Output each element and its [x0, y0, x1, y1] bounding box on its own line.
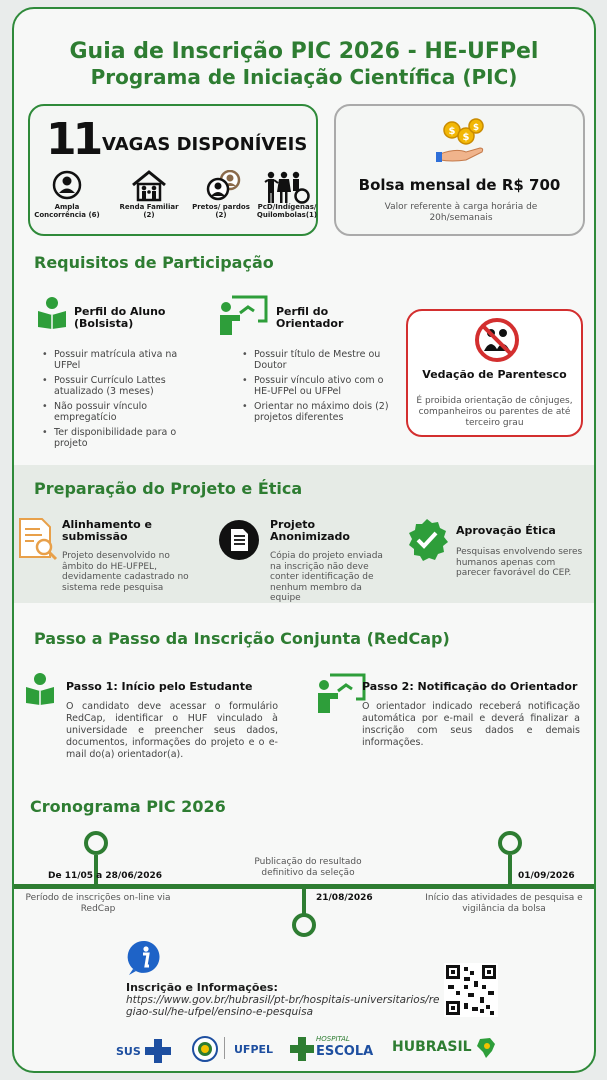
info-title: Inscrição e Informações:: [126, 981, 278, 994]
vaga-category-label: Pretos/ pardos (2): [192, 203, 250, 219]
alinhamento-title: Alinhamento e submissão: [62, 518, 152, 543]
info-url[interactable]: https://www.gov.br/hubrasil/pt-br/hospitais-universitarios/regiao-sul/he-ufpel/ensino-e-pesquisa: [126, 994, 440, 1018]
milestone-date: 01/09/2026: [518, 871, 575, 881]
preparacao-section: [14, 465, 594, 603]
step2-title: Passo 2: Notificação do Orientador: [362, 680, 578, 693]
diverse-group-icon: [272, 170, 302, 200]
vaga-category: [252, 170, 322, 219]
bolsa-title: Bolsa mensal de R$ 700: [358, 176, 561, 194]
vedacao-panel: [406, 309, 583, 437]
svg-text:$: $: [462, 132, 470, 143]
aluno-requirements-list: [42, 349, 192, 453]
vagas-count: 11: [46, 114, 100, 165]
ufpel-logo: UFPEL: [234, 1043, 274, 1056]
page-title: Guia de Inscrição PIC 2026 - HE-UFPel: [69, 39, 539, 64]
anonimizado-text: Cópia do projeto enviada na inscrição não deve conter identificação de nenhum membro da equipe: [270, 551, 383, 603]
step1-text: O candidato deve acessar o formulário RedCap, identificar o HUF vinculado à universidade e preencher seus dados, documentos, informações do projeto e o e-mail do(a) orientador(a).: [66, 701, 278, 760]
step2-text: O orientador indicado receberá notificação automática por e-mail e deverá finalizar a inscrição com seus dados e demais informações.: [362, 701, 580, 748]
logo-divider: [224, 1037, 225, 1059]
hospital-logo-text: HOSPITAL: [316, 1035, 350, 1043]
family-house-icon: [134, 170, 164, 200]
list-item: • Possuir matrícula ativa na UFPel: [42, 349, 192, 371]
timeline-milestone: [498, 831, 522, 855]
orientador-profile-title: Perfil do Orientador: [276, 305, 344, 330]
qr-code-icon[interactable]: [444, 963, 498, 1021]
milestone-desc: Publicação do resultado definitivo da seleção: [254, 857, 362, 878]
alinhamento-text: Projeto desenvolvido no âmbito do HE-UFPEL, devidamente cadastrado no sistema rede pesquisa: [62, 551, 189, 593]
vedacao-title: Vedação de Parentesco: [422, 368, 567, 381]
vaga-category: [186, 170, 256, 219]
document-icon: [218, 519, 260, 565]
teacher-board-icon: [316, 673, 366, 717]
vaga-category-label: PcD/Indígenas/ Quilombolas(1): [256, 203, 318, 219]
vaga-category: [114, 170, 184, 219]
passo-heading: Passo a Passo da Inscrição Conjunta (RedCap): [34, 629, 450, 648]
list-item: • Ter disponibilidade para o projeto: [42, 427, 192, 449]
vagas-panel: [28, 104, 318, 236]
student-reading-icon: [24, 671, 56, 709]
list-item: • Orientar no máximo dois (2) projetos diferentes: [242, 401, 390, 423]
escola-logo-text: ESCOLA: [316, 1044, 374, 1059]
milestone-date: 21/08/2026: [316, 893, 373, 903]
prohibited-family-icon: [474, 317, 520, 367]
people-icon: [206, 170, 236, 200]
list-item: • Possuir Currículo Lattes atualizado (3 meses): [42, 375, 192, 397]
sus-logo-text: SUS: [116, 1044, 141, 1058]
teacher-board-icon: [218, 295, 268, 339]
check-badge-icon: [404, 517, 450, 567]
vaga-category-label: Renda Familiar (2): [119, 203, 179, 219]
timeline-milestone: [84, 831, 108, 855]
timeline-stem: [302, 887, 306, 915]
coins-hand-icon: [436, 118, 492, 170]
milestone-desc: Início das atividades de pesquisa e vigilância da bolsa: [425, 893, 583, 914]
aprovacao-text: Pesquisas envolvendo seres humanos apenas com parecer favorável do CEP.: [456, 547, 583, 578]
page-subtitle: Programa de Iniciação Científica (PIC): [90, 65, 518, 89]
bolsa-panel: [334, 104, 585, 236]
timeline-milestone: [292, 913, 316, 937]
sus-logo: [116, 1039, 171, 1063]
requisitos-heading: Requisitos de Participação: [34, 253, 274, 272]
ministry-seal-icon: [192, 1036, 218, 1066]
timeline-stem: [508, 855, 512, 885]
milestone-desc: Período de inscrições on-line via RedCap: [25, 893, 171, 914]
info-icon: [126, 939, 164, 981]
document-search-icon: [18, 517, 58, 565]
orientador-requirements-list: [242, 349, 390, 427]
bolsa-note: Valor referente à carga horária de 20h/semanais: [384, 202, 538, 223]
hubrasil-logo: HUBRASIL: [392, 1039, 472, 1055]
brazil-map-icon: [476, 1037, 496, 1063]
student-reading-icon: [36, 295, 68, 333]
cross-icon: [145, 1039, 171, 1063]
vedacao-text: É proibida orientação de cônjuges, companheiros ou parentes de até terceiro grau: [416, 396, 573, 428]
person-icon: [52, 170, 82, 200]
list-item: • Não possuir vínculo empregatício: [42, 401, 192, 423]
guide-frame: [12, 7, 596, 1073]
svg-text:$: $: [472, 123, 480, 133]
anonimizado-title: Projeto Anonimizado: [270, 518, 350, 543]
aprovacao-title: Aprovação Ética: [456, 524, 556, 537]
list-item: • Possuir vínculo ativo com o HE-UFPel ou UFPel: [242, 375, 390, 397]
milestone-date: De 11/05 a 28/06/2026: [48, 871, 163, 881]
cronograma-heading: Cronograma PIC 2026: [30, 797, 226, 816]
step1-title: Passo 1: Início pelo Estudante: [66, 680, 253, 693]
list-item: • Possuir título de Mestre ou Doutor: [242, 349, 390, 371]
vaga-category: [32, 170, 102, 219]
vagas-label: VAGAS DISPONÍVEIS: [102, 134, 308, 155]
aluno-profile-title: Perfil do Aluno (Bolsista): [74, 305, 166, 330]
hospital-cross-icon: [290, 1037, 314, 1061]
svg-text:$: $: [448, 126, 456, 137]
vaga-category-label: Ampla Concorrência (6): [34, 203, 100, 219]
preparacao-heading: Preparação do Projeto e Ética: [34, 479, 303, 498]
